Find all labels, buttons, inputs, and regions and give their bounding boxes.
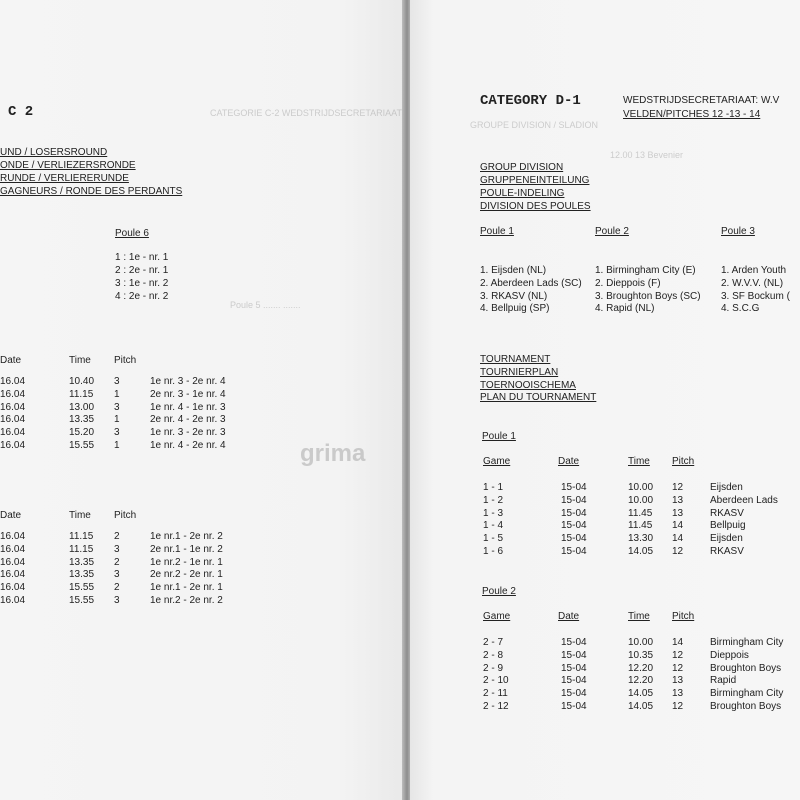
team-entry: 2. Dieppois (F) <box>595 277 661 289</box>
tournament-line: PLAN DU TOURNAMENT <box>480 392 597 403</box>
cell-pitch: 3 <box>114 595 120 606</box>
cell-team: Dieppois <box>710 649 749 661</box>
cell-time: 11.15 <box>69 388 94 400</box>
cell-time: 13.35 <box>69 556 95 568</box>
column-header: Date <box>0 510 22 521</box>
column-header: Time <box>69 355 91 366</box>
cell-pitch: 14 <box>672 637 684 648</box>
cell-game: 1 - 1 <box>483 482 504 493</box>
cell-date: 15-04 <box>561 533 587 545</box>
cell-pitch: 12 <box>672 482 684 493</box>
cell-match: 2e nr. 3 - 1e nr. 4 <box>150 388 226 400</box>
cell-date: 16.04 <box>0 376 26 387</box>
cell-date: 16.04 <box>0 556 26 568</box>
cell-time: 10.35 <box>628 649 654 661</box>
cell-pitch: 3 <box>114 543 120 555</box>
tournament-line: TOURNAMENT <box>480 354 551 365</box>
team-entry: 1. Arden Youth <box>721 265 787 276</box>
column-header: Game <box>483 611 511 622</box>
cell-time: 14.05 <box>628 688 654 700</box>
pitches-label: VELDEN/PITCHES 12 -13 - 14 <box>623 109 761 120</box>
column-header: Date <box>558 456 580 467</box>
poule-title: Poule 6 <box>115 228 149 239</box>
cell-date: 16.04 <box>0 401 26 413</box>
round-line: ONDE / VERLIEZERSRONDE <box>0 160 136 171</box>
cell-pitch: 13 <box>672 494 684 506</box>
cell-game: 1 - 6 <box>483 546 504 557</box>
cell-date: 16.04 <box>0 595 26 606</box>
cell-time: 15.55 <box>69 440 95 451</box>
cell-date: 15-04 <box>561 637 587 648</box>
poule-title: Poule 2 <box>482 586 516 597</box>
cell-game: 2 - 8 <box>483 649 504 661</box>
poule-title: Poule 3 <box>721 226 755 237</box>
cell-team: Broughton Boys <box>710 701 782 712</box>
column-header: Date <box>0 355 22 366</box>
cell-game: 1 - 3 <box>483 507 504 519</box>
cell-match: 1e nr. 3 - 2e nr. 3 <box>150 427 226 439</box>
tournament-line: TOURNIERPLAN <box>480 367 559 378</box>
round-line: UND / LOSERSROUND <box>0 147 108 158</box>
poule-entry: 4 : 2e - nr. 2 <box>115 291 169 302</box>
cell-game: 2 - 12 <box>483 701 509 712</box>
cell-team: Bellpuig <box>710 520 746 532</box>
cell-pitch: 14 <box>672 520 684 532</box>
cell-date: 15-04 <box>561 546 587 557</box>
group-division-line: POULE-INDELING <box>480 188 565 199</box>
cell-team: Eijsden <box>710 482 743 493</box>
cell-time: 11.45 <box>628 520 653 532</box>
cell-time: 15.55 <box>69 595 95 606</box>
column-header: Game <box>483 456 511 467</box>
poule-entry: 3 : 1e - nr. 2 <box>115 278 169 289</box>
cell-date: 15-04 <box>561 701 587 712</box>
team-entry: 2. W.V.V. (NL) <box>721 277 784 289</box>
cell-match: 1e nr.2 - 2e nr. 2 <box>150 595 223 606</box>
poule-title: Poule 1 <box>482 431 516 442</box>
cell-time: 10.00 <box>628 637 654 648</box>
secretariat-label: WEDSTRIJDSECRETARIAAT: W.V <box>623 95 780 106</box>
column-header: Pitch <box>672 456 695 467</box>
group-division-line: GRUPPENEINTEILUNG <box>480 175 590 186</box>
cell-time: 12.20 <box>628 675 654 687</box>
cell-match: 2e nr.2 - 2e nr. 1 <box>150 569 223 581</box>
team-entry: 2. Aberdeen Lads (SC) <box>480 277 582 289</box>
team-entry: 3. RKASV (NL) <box>480 290 548 302</box>
team-entry: 4. Bellpuig (SP) <box>480 303 550 315</box>
cell-team: Birmingham City <box>710 637 784 648</box>
cell-game: 2 - 7 <box>483 637 504 648</box>
cell-pitch: 1 <box>114 414 120 426</box>
cell-time: 15.20 <box>69 427 95 439</box>
cell-game: 1 - 4 <box>483 520 504 532</box>
category-title: CATEGORY D-1 <box>480 93 581 109</box>
bleed-through-text: grima <box>300 440 366 467</box>
round-line: RUNDE / VERLIERERUNDE <box>0 173 129 184</box>
cell-date: 16.04 <box>0 414 26 426</box>
team-entry: 4. S.C.G <box>721 303 760 315</box>
cell-pitch: 3 <box>114 427 120 439</box>
cell-team: RKASV <box>710 546 744 557</box>
cell-game: 2 - 11 <box>483 688 508 700</box>
cell-pitch: 13 <box>672 688 684 700</box>
cell-match: 1e nr. 4 - 1e nr. 3 <box>150 401 226 413</box>
poule-entry: 2 : 2e - nr. 1 <box>115 265 169 276</box>
cell-team: Rapid <box>710 675 737 687</box>
cell-pitch: 12 <box>672 662 684 674</box>
cell-match: 1e nr.1 - 2e nr. 1 <box>150 582 223 594</box>
cell-time: 13.35 <box>69 569 95 581</box>
page-header: C 2 <box>8 104 34 120</box>
right-page <box>410 0 800 800</box>
cell-date: 16.04 <box>0 582 26 594</box>
cell-date: 16.04 <box>0 427 26 439</box>
cell-time: 13.30 <box>628 533 654 545</box>
team-entry: 1. Birmingham City (E) <box>595 265 696 276</box>
cell-date: 15-04 <box>561 675 587 687</box>
bleed-through-text: GROUPE DIVISION / SLADION <box>470 120 599 130</box>
cell-date: 15-04 <box>561 688 587 700</box>
cell-team: Broughton Boys <box>710 662 782 674</box>
team-entry: 4. Rapid (NL) <box>595 303 655 315</box>
bleed-through-text: CATEGORIE C-2 WEDSTRIJDSECRETARIAAT <box>210 108 403 118</box>
cell-pitch: 1 <box>114 440 120 451</box>
poule-title: Poule 2 <box>595 226 629 237</box>
cell-game: 2 - 9 <box>483 662 504 674</box>
column-header: Pitch <box>114 355 137 366</box>
cell-date: 15-04 <box>561 662 587 674</box>
cell-team: Eijsden <box>710 533 743 545</box>
column-header: Time <box>628 456 650 467</box>
cell-match: 1e nr. 4 - 2e nr. 4 <box>150 440 226 451</box>
team-entry: 1. Eijsden (NL) <box>480 265 547 276</box>
cell-time: 15.55 <box>69 582 95 594</box>
cell-pitch: 13 <box>672 507 684 519</box>
cell-pitch: 12 <box>672 546 684 557</box>
cell-team: Birmingham City <box>710 688 784 700</box>
cell-game: 2 - 10 <box>483 675 509 687</box>
column-header: Date <box>558 611 580 622</box>
cell-team: RKASV <box>710 507 744 519</box>
cell-time: 11.45 <box>628 507 653 519</box>
cell-pitch: 3 <box>114 569 120 581</box>
cell-time: 14.05 <box>628 701 654 712</box>
cell-time: 12.20 <box>628 662 654 674</box>
cell-date: 15-04 <box>561 520 587 532</box>
poule-entry: 1 : 1e - nr. 1 <box>115 252 169 263</box>
poule-title: Poule 1 <box>480 226 514 237</box>
bleed-through-text: 12.00 13 Bevenier <box>610 150 684 160</box>
cell-date: 16.04 <box>0 569 26 581</box>
cell-pitch: 13 <box>672 675 684 687</box>
cell-pitch: 2 <box>114 556 120 568</box>
cell-match: 2e nr. 4 - 2e nr. 3 <box>150 414 226 426</box>
cell-pitch: 2 <box>114 582 120 594</box>
bleed-through-text: Poule 5 ....... ....... <box>230 300 301 310</box>
cell-pitch: 3 <box>114 401 120 413</box>
cell-time: 11.15 <box>69 543 94 555</box>
column-header: Pitch <box>672 611 695 622</box>
cell-time: 13.00 <box>69 401 95 413</box>
cell-pitch: 2 <box>114 531 120 542</box>
cell-date: 16.04 <box>0 543 26 555</box>
cell-date: 15-04 <box>561 507 587 519</box>
cell-match: 1e nr.2 - 1e nr. 1 <box>150 556 223 568</box>
cell-team: Aberdeen Lads <box>710 494 778 506</box>
cell-time: 13.35 <box>69 414 95 426</box>
cell-date: 15-04 <box>561 649 587 661</box>
cell-time: 10.00 <box>628 494 654 506</box>
group-division-line: DIVISION DES POULES <box>480 201 591 212</box>
cell-pitch: 12 <box>672 701 684 712</box>
cell-match: 1e nr.1 - 2e nr. 2 <box>150 531 223 542</box>
cell-date: 15-04 <box>561 494 587 506</box>
cell-time: 11.15 <box>69 531 94 542</box>
cell-game: 1 - 2 <box>483 494 504 506</box>
cell-time: 14.05 <box>628 546 654 557</box>
cell-game: 1 - 5 <box>483 533 504 545</box>
tournament-line: TOERNOOISCHEMA <box>480 380 576 391</box>
team-entry: 3. Broughton Boys (SC) <box>595 290 701 302</box>
round-line: GAGNEURS / RONDE DES PERDANTS <box>0 186 183 197</box>
cell-match: 1e nr. 3 - 2e nr. 4 <box>150 376 226 387</box>
cell-pitch: 1 <box>114 388 120 400</box>
column-header: Time <box>628 611 650 622</box>
cell-pitch: 12 <box>672 649 684 661</box>
column-header: Time <box>69 510 91 521</box>
cell-time: 10.40 <box>69 376 95 387</box>
cell-pitch: 14 <box>672 533 684 545</box>
cell-match: 2e nr.1 - 1e nr. 2 <box>150 543 223 555</box>
group-division-line: GROUP DIVISION <box>480 162 564 173</box>
cell-date: 16.04 <box>0 440 26 451</box>
cell-date: 15-04 <box>561 482 587 493</box>
cell-time: 10.00 <box>628 482 654 493</box>
column-header: Pitch <box>114 510 137 521</box>
cell-pitch: 3 <box>114 376 120 387</box>
team-entry: 3. SF Bockum ( <box>721 290 790 302</box>
cell-date: 16.04 <box>0 388 26 400</box>
cell-date: 16.04 <box>0 531 26 542</box>
